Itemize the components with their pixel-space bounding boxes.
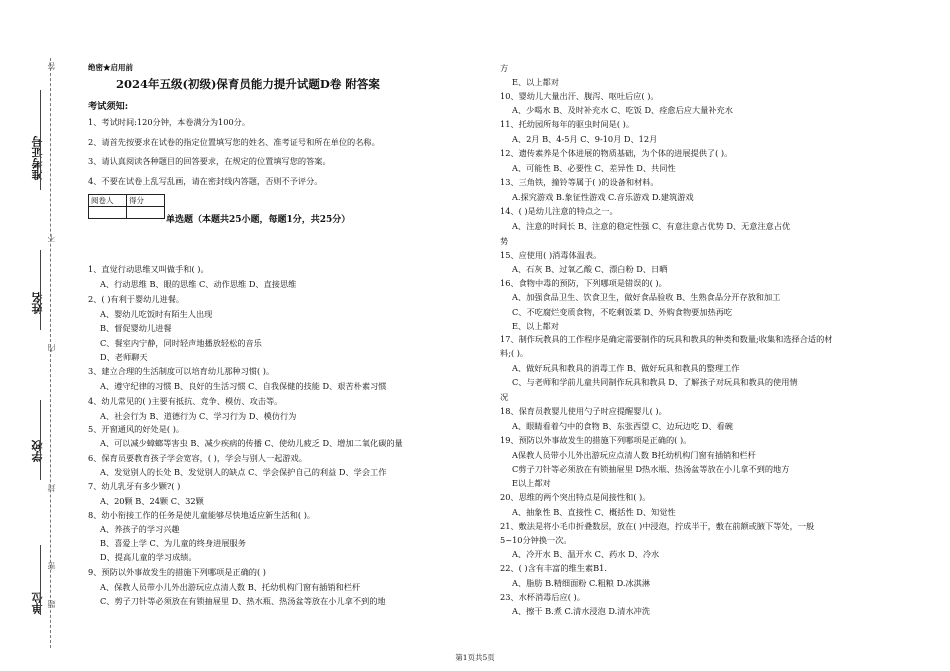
answer-option: D、提高儿童的学习成绩。 <box>100 552 197 562</box>
answer-option: A、做好玩具和教具的消毒工作 B、做好玩具和教具的整理工作 <box>512 363 740 373</box>
answer-option: A、保教人员带小儿外出游玩应点清人数 B、托幼机构门窗有插销和栏杆 <box>100 582 361 592</box>
name-fill-line <box>40 250 41 330</box>
question-text: 20、思维的两个突出特点是间接性和( )。 <box>500 492 651 502</box>
answer-option: E、以上都对 <box>512 77 559 87</box>
margin-char: 内 <box>47 344 56 352</box>
question-text: 9、预防以外事故发生的措施下列哪项是正确的( ) <box>88 567 266 577</box>
binding-margin <box>0 0 70 671</box>
binding-label-unit: 单位 <box>31 592 44 614</box>
answer-option: A、发觉别人的长处 B、发觉别人的缺点 C、学会保护自己的利益 D、学会工作 <box>100 467 387 477</box>
answer-option: A、抽象性 B、直接性 C、概括性 D、知觉性 <box>512 507 676 517</box>
answer-option: A、20颗 B、24颗 C、32颗 <box>100 496 204 506</box>
score-label: 得分 <box>127 195 165 207</box>
seal-line <box>50 58 51 648</box>
question-text: 8、幼小衔接工作的任务是使儿童能够尽快地适应新生活和( )。 <box>88 510 316 520</box>
question-text: 5、开窗通风的好处是( )。 <box>88 424 185 434</box>
answer-option: E、以上都对 <box>512 321 559 331</box>
question-text: 1、直觉行动思维又叫做手和( )。 <box>88 264 209 274</box>
reviewer-label: 阅卷人 <box>89 195 127 207</box>
score-box <box>88 194 165 219</box>
answer-option: C、不吃腐烂变质食物，不吃剩饭菜 D、外购食物要加热再吃 <box>512 307 733 317</box>
binding-label-school: 学校 <box>31 440 44 462</box>
question-text: 16、食物中毒的预防，下列哪项是错误的( )。 <box>500 278 667 288</box>
page-footer: 第1页共5页 <box>455 653 495 662</box>
answer-option: A、遵守纪律的习惯 B、良好的生活习惯 C、自我保健的技能 D、艰苦朴素习惯 <box>100 381 387 391</box>
answer-option: B、督促婴幼儿进餐 <box>100 323 172 333</box>
secret-label: 绝密★启用前 <box>88 63 133 72</box>
answer-option: A、2月 B、4-5月 C、9-10月 D、12月 <box>512 134 658 144</box>
question-text: 18、保育员教婴儿使用勺子时应提醒婴儿( )。 <box>500 406 667 416</box>
question-text: 19、预防以外事故发生的措施下列哪项是正确的( )。 <box>500 435 692 445</box>
question-text: 22、( )含有丰富的维生素B1. <box>500 563 607 573</box>
answer-option: B、喜爱上学 C、为儿童的终身进展服务 <box>100 538 246 548</box>
answer-option: 方 <box>500 63 509 73</box>
answer-option: A、眼睛看着勺中的食物 B、东张西望 C、边玩边吃 D、看碗 <box>512 421 733 431</box>
question-text: 6、保育员要教育孩子学会宽容，( )，学会与别人一起游戏。 <box>88 453 307 463</box>
answer-option: A、脂肪 B.精细面粉 C.粗粮 D.冰淇淋 <box>512 578 651 588</box>
answer-option: A、社会行为 B、道德行为 C、学习行为 D、模仿行为 <box>100 411 297 421</box>
instruction-item: 4、不要在试卷上乱写乱画，请在密封线内答题，否则不予评分。 <box>88 176 323 186</box>
answer-option: A、加强食品卫生、饮食卫生，做好食品验收 B、生熟食品分开存放和加工 <box>512 292 781 302</box>
answer-option: C剪子刀针等必须放在有锁抽屉里 D热水瓶、热汤盆等放在小儿拿不到的地方 <box>512 464 790 474</box>
exam-id-fill-line <box>40 90 41 190</box>
answer-option: C、餐室内宁静，同时轻声地播放轻松的音乐 <box>100 338 262 348</box>
question-text: 17、制作玩教具的工作程序是确定需要制作的玩具和教具的种类和数量;收集和选择合适的材 <box>500 334 833 344</box>
question-text: 15、应使用( )消毒体温表。 <box>500 250 602 260</box>
answer-option: D、老师聊天 <box>100 352 148 362</box>
instruction-item: 1、考试时间:120分钟，本卷满分为100分。 <box>88 117 251 127</box>
question-text: 11、托幼园所每年的驱虫时间是( )。 <box>500 119 635 129</box>
answer-option: C、剪子刀针等必须放在有锁抽屉里 D、热水瓶、热汤盆等放在小儿拿不到的地 <box>100 596 386 606</box>
question-text: 2、( )有利于婴幼儿进餐。 <box>88 294 185 304</box>
answer-option: A、冷开水 B、温开水 C、药水 D、冷水 <box>512 549 660 559</box>
question-text: 21、敷法是将小毛巾折叠数层，放在( )中浸泡，拧成半干，敷在前额或腋下等处，一般 <box>500 521 815 531</box>
question-text: 3、建立合理的生活制度可以培育幼儿那种习惯( )。 <box>88 366 275 376</box>
school-fill-line <box>40 400 41 480</box>
question-text: 4、幼儿常见的( )主要有抵抗、竞争、模仿、攻击等。 <box>88 396 283 406</box>
instructions-heading: 考试须知: <box>88 101 129 112</box>
answer-option: A、注意的时间长 B、注意的稳定性强 C、有意注意占优势 D、无意注意占优 <box>512 221 791 231</box>
instruction-item: 2、请首先按要求在试卷的指定位置填写您的姓名、准考证号和所在单位的名称。 <box>88 137 380 147</box>
answer-option: C、与老师和学前儿童共同制作玩具和教具 D、了解孩子对玩具和教具的使用情 <box>512 377 798 387</box>
answer-option: 5~10分钟换一次。 <box>500 535 572 545</box>
instruction-item: 3、请认真阅读各种题目的回答要求，在规定的位置填写您的答案。 <box>88 156 331 166</box>
answer-option: 况 <box>500 392 509 402</box>
answer-option: A、养孩子的学习兴趣 <box>100 524 180 534</box>
answer-option: A、石灰 B、过氧乙酸 C、漂白粉 D、日晒 <box>512 264 668 274</box>
unit-fill-line <box>40 545 41 615</box>
question-text: 7、幼儿乳牙有多少颗?( ) <box>88 481 181 491</box>
section-heading: 单选题（本题共25小题，每题1分，共25分） <box>166 215 351 225</box>
margin-char: 答 <box>47 62 56 70</box>
answer-option: A.探究游戏 B.象征性游戏 C.音乐游戏 D.建筑游戏 <box>512 192 694 202</box>
question-text: 12、遗传素养是个体进展的物质基础，为个体的进展提供了( )。 <box>500 148 733 158</box>
page-title: 2024年五级(初级)保育员能力提升试题D卷 附答案 <box>116 77 380 91</box>
score-field[interactable] <box>127 207 165 219</box>
answer-option: A、行动思维 B、眼的思维 C、动作思维 D、直接思维 <box>100 279 297 289</box>
reviewer-field[interactable] <box>89 207 127 219</box>
margin-char: 封 <box>47 484 56 492</box>
answer-option: A、少喝水 B、及时补充水 C、吃饭 D、痊愈后应大量补充水 <box>512 105 733 115</box>
binding-label-exam-id: 准考证号 <box>31 136 44 180</box>
question-text: 23、水杯消毒后应( )。 <box>500 592 585 602</box>
margin-char: 密 <box>47 562 56 570</box>
question-text: 10、婴幼儿大量出汗、腹泻、呕吐后应( )。 <box>500 91 659 101</box>
answer-option: 势 <box>500 236 509 246</box>
question-text: 14、( )是幼儿注意的特点之一。 <box>500 206 618 216</box>
answer-option: 料;( )。 <box>500 348 529 358</box>
answer-option: A、可以减少蟑螂等害虫 B、减少疾病的传播 C、使幼儿疲乏 D、增加二氧化碳的量 <box>100 438 403 448</box>
answer-option: A、擦干 B.煮 C.清水浸泡 D.清水冲洗 <box>512 606 651 616</box>
margin-char: 不 <box>47 234 56 242</box>
answer-option: A、婴幼儿吃饭时有陌生人出现 <box>100 309 213 319</box>
question-text: 13、三角铁，撞铃等属于( )的设备和材料。 <box>500 177 659 187</box>
binding-label-name: 姓名 <box>31 292 44 314</box>
margin-char: 题 <box>47 600 56 608</box>
answer-option: A保教人员带小儿外出游玩应点清人数 B托幼机构门窗有插销和栏杆 <box>512 450 756 460</box>
answer-option: E以上都对 <box>512 478 551 488</box>
answer-option: A、可能性 B、必要性 C、差异性 D、共同性 <box>512 163 676 173</box>
